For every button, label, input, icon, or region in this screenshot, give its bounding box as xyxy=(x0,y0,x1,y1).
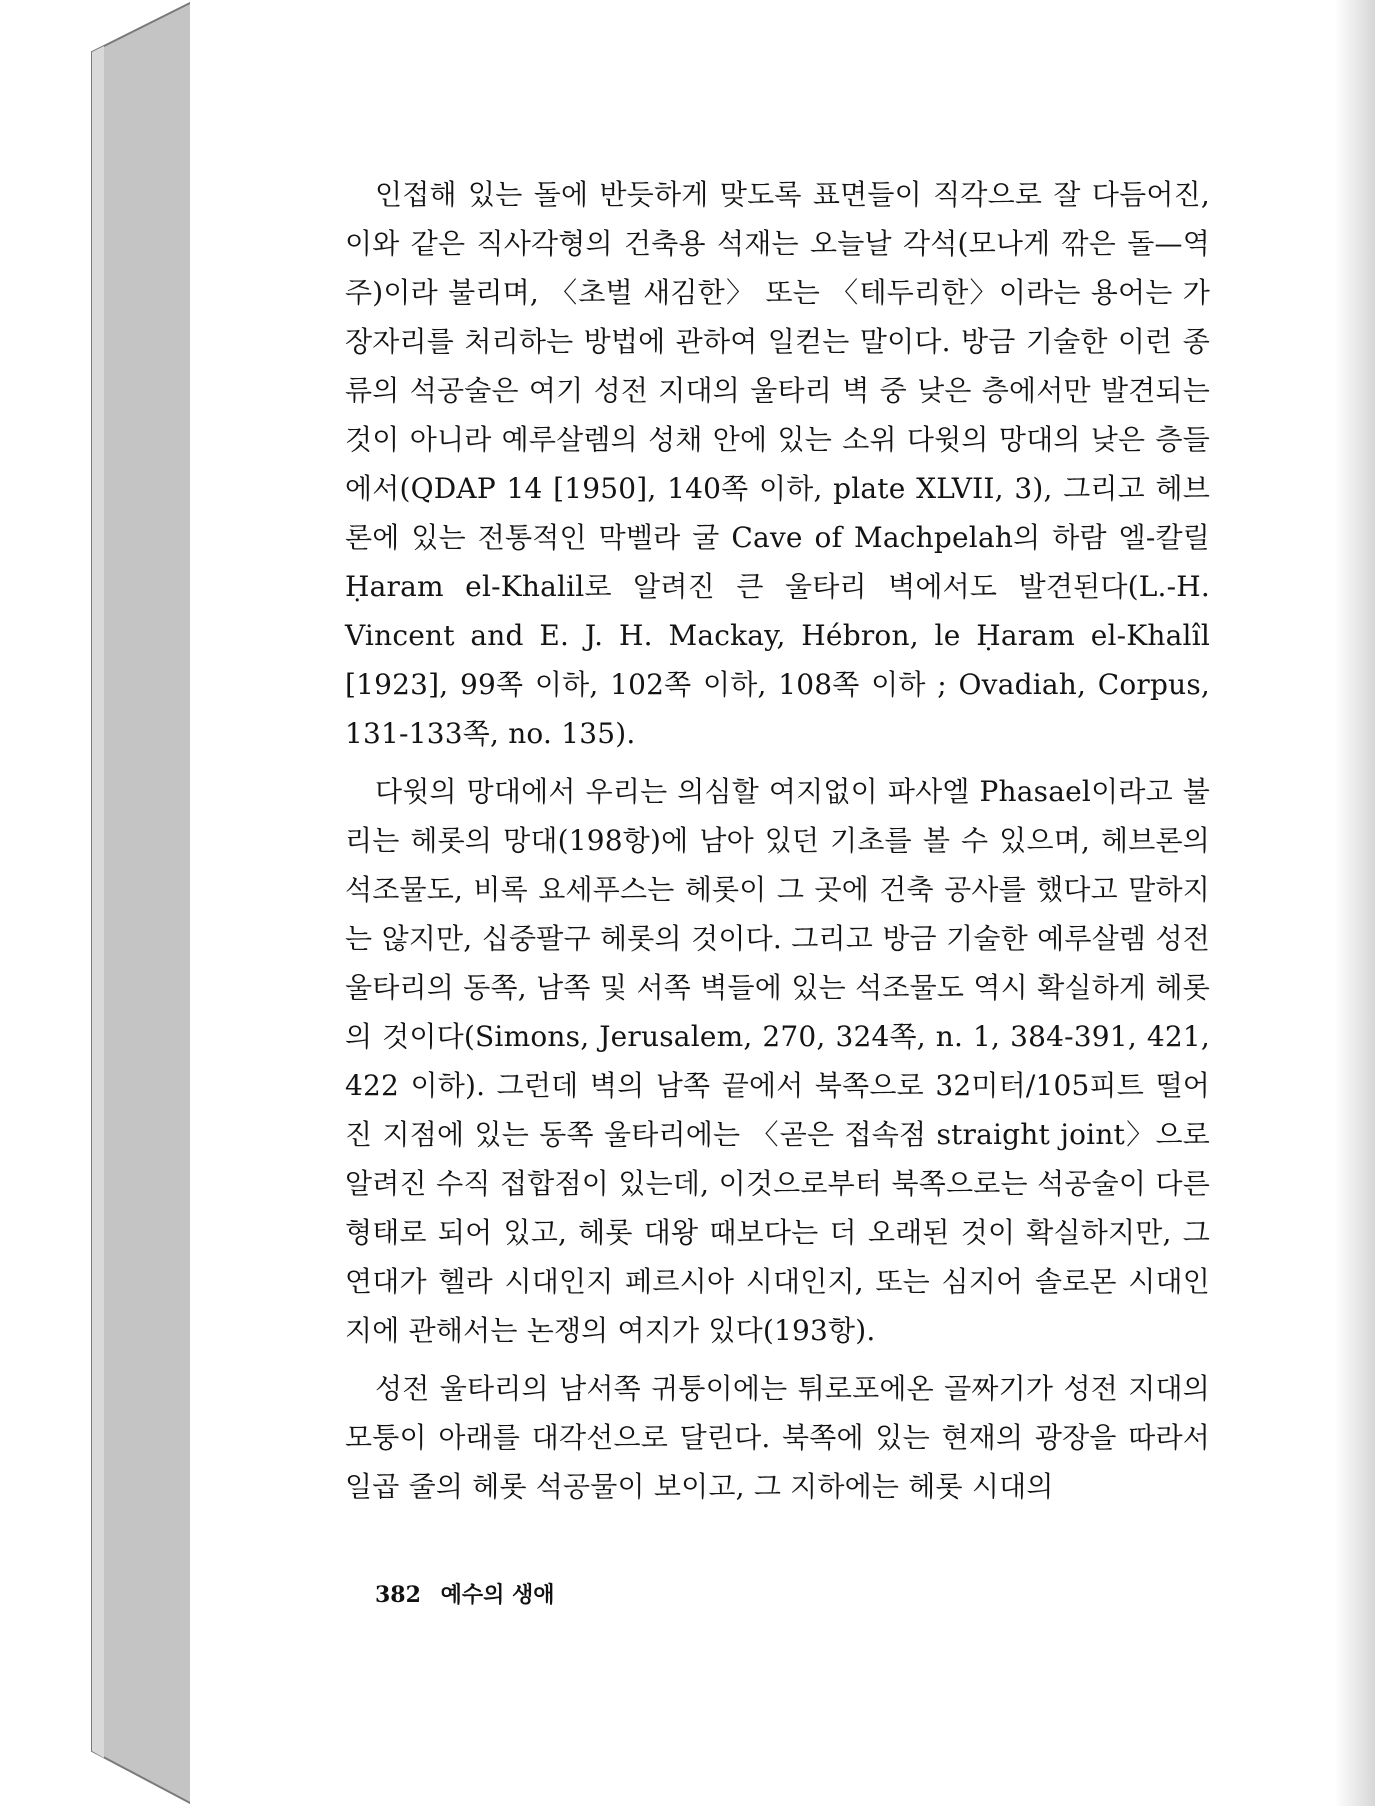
book-spine-illustration xyxy=(0,0,200,1806)
page-footer xyxy=(375,1578,555,1609)
body-text xyxy=(345,170,1210,1520)
paragraph-3: 성전 울타리의 남서쪽 귀퉁이에는 튀로포에온 골짜기가 성전 지대의 모퉁이 아래를 대각선으로 달린다. 북쪽에 있는 현재의 광장을 따라서 일곱 줄의 헤롯 석공물이 보이고, 그 지하에는 헤롯 시대의 xyxy=(345,1372,1210,1503)
paragraph-2: 다윗의 망대에서 우리는 의심할 여지없이 파사엘 Phasael이라고 불리는 헤롯의 망대(198항)에 남아 있던 기초를 볼 수 있으며, 헤브론의 석조물도, 비록 요세푸스는 헤롯이 그 곳에 건축 공사를 했다고 말하지는 않지만, 십중팔구 헤롯의 것이다. 그리고 방금 기술한 예루살렘 성전 울타리의 동쪽, 남쪽 및 서쪽 벽들에 있는 석조물도 역시 확실하게 헤롯의 것이다(Simons, Jerusalem, 270, 324쪽, n. 1, 384-391, 421, 422 이하). 그런데 벽의 남쪽 끝에서 북쪽으로 32미터/105피트 떨어진 지점에 있는 동쪽 울타리에는 〈곧은 접속점 straight joint〉으로 알려진 수직 접합점이 있는데, 이것으로부터 북쪽으로는 석공술이 다른 형태로 되어 있고, 헤롯 대왕 때보다는 더 오래된 것이 확실하지만, 그 연대가 헬라 시대인지 페르시아 시대인지, 또는 심지어 솔로몬 시대인지에 관해서는 논쟁의 여지가 있다(193항). xyxy=(345,775,1210,1347)
page-number: 382 xyxy=(375,1582,421,1608)
running-title: 예수의 생애 xyxy=(440,1582,555,1608)
book-page xyxy=(190,0,1375,1806)
page-edge-shadow xyxy=(1335,0,1375,1806)
paragraph-1: 인접해 있는 돌에 반듯하게 맞도록 표면들이 직각으로 잘 다듬어진, 이와 같은 직사각형의 건축용 석재는 오늘날 각석(모나게 깎은 돌—역주)이라 불리며, 〈초벌 새김한〉 또는 〈테두리한〉이라는 용어는 가장자리를 처리하는 방법에 관하여 일컫는 말이다. 방금 기술한 이런 종류의 석공술은 여기 성전 지대의 울타리 벽 중 낮은 층에서만 발견되는 것이 아니라 예루살렘의 성채 안에 있는 소위 다윗의 망대의 낮은 층들에서(QDAP 14 [1950], 140쪽 이하, plate XLVII, 3), 그리고 헤브론에 있는 전통적인 막벨라 굴 Cave of Machpelah의 하람 엘-칼릴 Ḥaram el-Khalil로 알려진 큰 울타리 벽에서도 발견된다(L.-H. Vincent and E. J. H. Mackay, Hébron, le Ḥaram el-Khalîl [1923], 99쪽 이하, 102쪽 이하, 108쪽 이하 ; Ovadiah, Corpus, 131-133쪽, no. 135). xyxy=(345,178,1210,750)
